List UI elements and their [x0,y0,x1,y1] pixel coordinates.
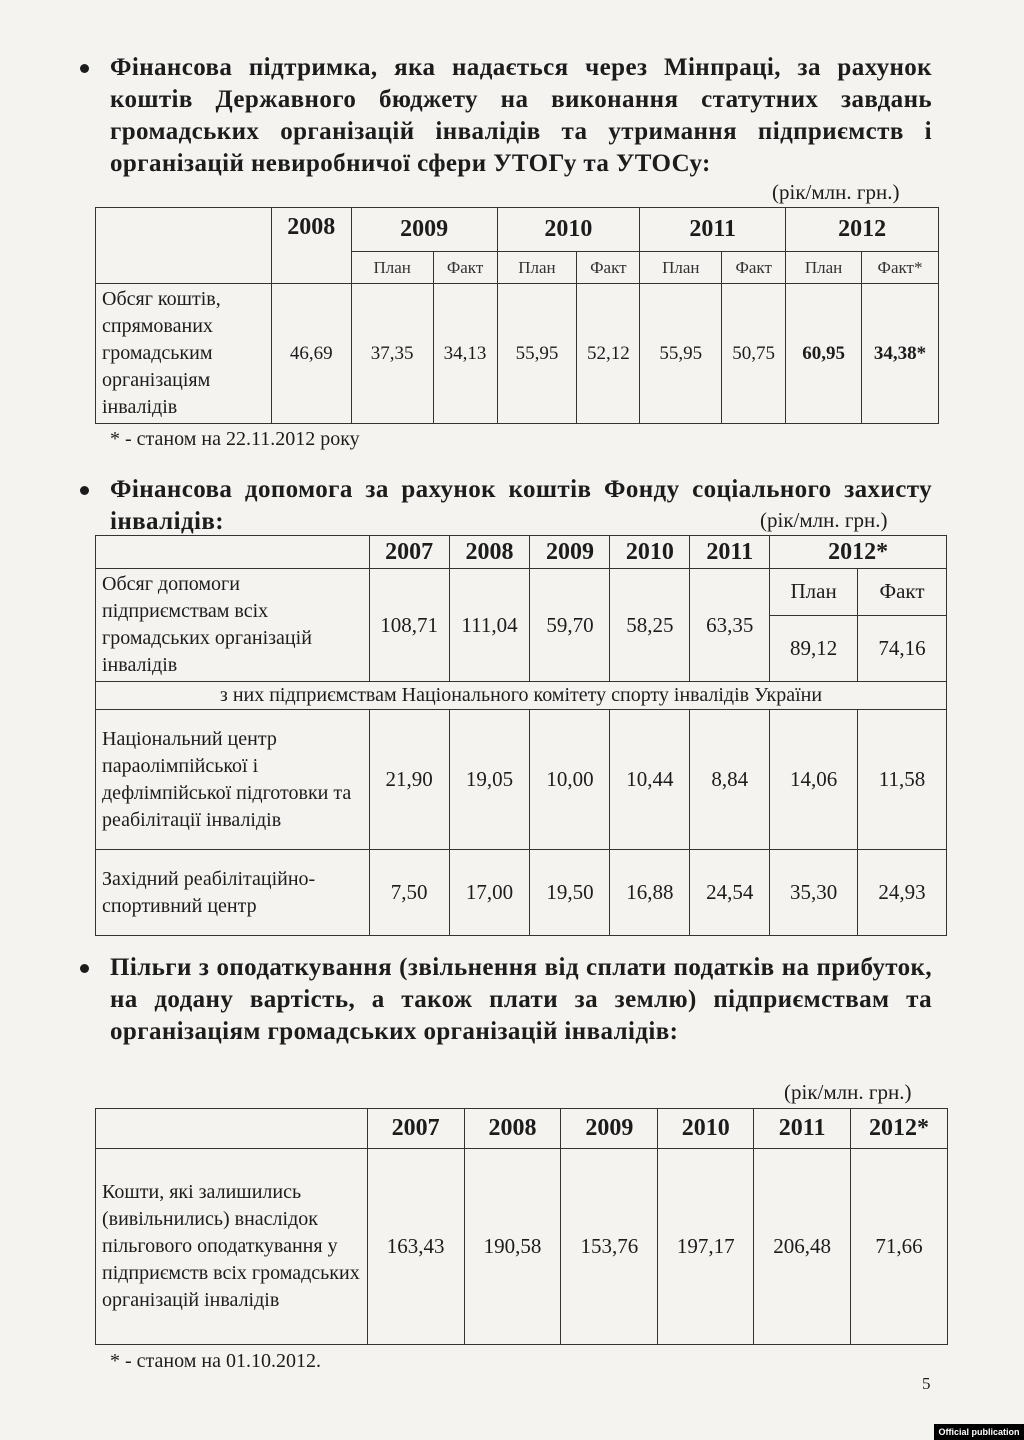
s3-year: 2008 [464,1109,561,1149]
s2-value: 19,05 [449,710,530,850]
s2-value: 24,54 [690,850,770,936]
s2-value: 17,00 [449,850,530,936]
s2-value: 11,58 [858,710,947,850]
s1-fact-2012: Факт* [862,252,939,284]
s2-value: 8,84 [690,710,770,850]
s2-value: 10,00 [530,710,610,850]
bullet-dot [80,964,89,973]
s2-year: 2009 [530,536,610,569]
s1-plan-2009: План [351,252,433,284]
s3-year: 2012* [851,1109,948,1149]
s3-row-label: Кошти, які залишились (вивільнились) внаслідок пільгового оподаткування у підприємств всіх громадських організацій інвалідів [96,1149,368,1345]
section1-units: (рік/млн. грн.) [772,180,900,204]
section1-heading: Фінансова підтримка, яка надається через Мінпраці, за рахунок коштів Державного бюджету на виконання статутних завдань громадських організацій інвалідів та утримання підприємств і організацій невиробничої сфери УТОГу та УТОСу: [110,54,932,177]
s1-plan-2011: План [640,252,722,284]
s3-value: 163,43 [367,1149,464,1345]
s3-value: 190,58 [464,1149,561,1345]
section3-units: (рік/млн. грн.) [784,1080,912,1104]
s1-value: 50,75 [722,284,786,424]
s2-row-label: Національний центр параолімпійської і дефлімпійської підготовки та реабілітації інвалідів [96,710,370,850]
s2-value: 59,70 [530,569,610,682]
s1-value: 52,12 [577,284,640,424]
s1-year-2012: 2012 [786,208,939,252]
s3-value: 206,48 [754,1149,851,1345]
s3-year: 2010 [658,1109,754,1149]
s2-value: 35,30 [770,850,858,936]
s1-value: 34,13 [433,284,497,424]
s3-year: 2009 [561,1109,658,1149]
section3-heading: Пільги з оподаткування (звільнення від сплати податків на прибуток, на додану вартість, а також плати за землю) підприємствам та організаціям громадських організацій інвалідів: [110,954,932,1045]
s3-value: 71,66 [851,1149,948,1345]
section3-note: * - станом на 01.10.2012. [110,1350,321,1372]
bullet-dot [80,486,89,495]
s2-value: 16,88 [610,850,690,936]
section2-heading: Фінансова допомога за рахунок коштів Фонду соціального захисту інвалідів: [110,476,932,535]
section3-table [95,1108,948,1345]
s2-subheader: з них підприємствам Національного комітету спорту інвалідів України [96,682,947,710]
bullet-dot [80,64,89,73]
s2-row-label: Західний реабілітаційно-спортивний центр [96,850,370,936]
official-publication-badge: Official publication [934,1424,1024,1440]
s2-value: 108,71 [369,569,449,682]
s1-year-2009: 2009 [351,208,497,252]
s2-fact-label: Факт [858,569,947,616]
s2-year: 2008 [449,536,530,569]
s1-year-2008: 2008 [271,208,351,284]
s1-fact-2010: Факт [577,252,640,284]
s2-year: 2012* [770,536,947,569]
s2-value: 14,06 [770,710,858,850]
s1-plan-2012: План [786,252,862,284]
s2-value: 58,25 [610,569,690,682]
section3-bullet [80,952,932,1048]
s1-fact-2009: Факт [433,252,497,284]
s3-corner-cell [96,1109,368,1149]
s2-year: 2010 [610,536,690,569]
s1-value: 60,95 [786,284,862,424]
s2-plan-label: План [770,569,858,616]
s3-value: 197,17 [658,1149,754,1345]
s1-value: 34,38* [862,284,939,424]
s1-plan-2010: План [497,252,577,284]
s1-year-2011: 2011 [640,208,786,252]
s3-year: 2011 [754,1109,851,1149]
s3-year: 2007 [367,1109,464,1149]
s1-fact-2011: Факт [722,252,786,284]
s2-value: 7,50 [369,850,449,936]
s1-value: 37,35 [351,284,433,424]
s1-value: 46,69 [271,284,351,424]
s2-value: 10,44 [610,710,690,850]
s1-row-label: Обсяг коштів, спрямованих громадським організаціям інвалідів [96,284,272,424]
s2-value: 24,93 [858,850,947,936]
section2-units: (рік/млн. грн.) [760,508,888,532]
section1-bullet [80,52,932,180]
s1-value: 55,95 [497,284,577,424]
s2-value: 63,35 [690,569,770,682]
s2-value: 111,04 [449,569,530,682]
s2-year: 2007 [369,536,449,569]
s2-value: 19,50 [530,850,610,936]
s1-value: 55,95 [640,284,722,424]
s1-corner-cell [96,208,272,284]
s1-year-2010: 2010 [497,208,640,252]
s2-value: 89,12 [770,615,858,681]
s2-value: 74,16 [858,615,947,681]
s3-value: 153,76 [561,1149,658,1345]
page-number: 5 [922,1374,931,1393]
s2-value: 21,90 [369,710,449,850]
s2-corner-cell [96,536,370,569]
section1-table [95,207,939,424]
section2-table [95,535,947,936]
s2-year: 2011 [690,536,770,569]
s2-row-label: Обсяг допомоги підприємствам всіх громадських організацій інвалідів [96,569,370,682]
section1-note: * - станом на 22.11.2012 року [110,428,360,450]
